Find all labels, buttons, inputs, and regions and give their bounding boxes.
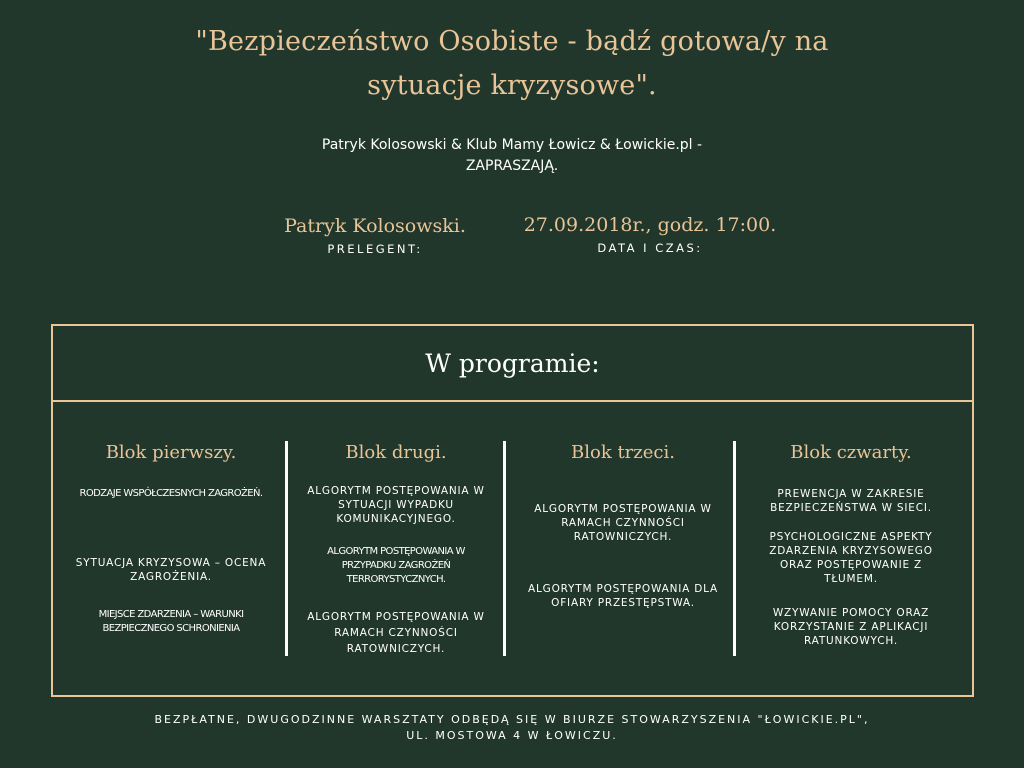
program-block-3	[528, 441, 718, 661]
datetime-info	[520, 212, 780, 255]
program-box	[51, 324, 974, 697]
block-title: Blok drugi.	[345, 442, 447, 463]
organizers-line	[262, 135, 762, 177]
program-block-1	[70, 441, 272, 661]
block-item: MIEJSCE ZDARZENIA – WARUNKI BEZPIECZNEGO SCHRONIENIA	[98, 609, 244, 634]
title-line-1: "Bezpieczeństwo Osobiste - bądź gotowa/y na	[195, 26, 829, 57]
program-block-4	[756, 441, 946, 661]
block-item: SYTUACJA KRYZYSOWA – OCENA ZAGROŻENIA.	[75, 557, 267, 583]
footer-line-1: BEZPŁATNE, DWUGODZINNE WARSZTATY ODBĘDĄ SIĘ W BIURZE STOWARZYSZENIA "ŁOWICKIE.PL",	[154, 713, 870, 726]
speaker-name: Patryk Kolosowski.	[284, 215, 466, 237]
footer-note	[70, 712, 954, 744]
datetime-value: 27.09.2018r., godz. 17:00.	[523, 214, 777, 236]
block-title: Blok trzeci.	[571, 442, 675, 463]
block-item: ALGORYTM POSTĘPOWANIA W SYTUACJI WYPADKU KOMUNIKACYJNEGO.	[307, 485, 485, 525]
column-divider	[733, 441, 736, 656]
block-title: Blok pierwszy.	[105, 442, 237, 463]
datetime-label: DATA I CZAS:	[597, 241, 703, 255]
block-item: ALGORYTM POSTĘPOWANIA W PRZYPADKU ZAGROŻEŃ TERRORYSTYCZNYCH.	[327, 546, 465, 585]
column-divider	[503, 441, 506, 656]
block-title: Blok czwarty.	[790, 442, 912, 463]
block-item: PREWENCJA W ZAKRESIE BEZPIECZEŃSTWA W SIECI.	[770, 488, 932, 514]
subtitle-line-1: Patryk Kolosowski & Klub Mamy Łowicz & Łowickie.pl -	[321, 137, 703, 153]
program-block-2	[304, 441, 488, 661]
block-item: ALGORYTM POSTĘPOWANIA W RAMACH CZYNNOŚCI RATOWNICZYCH.	[534, 503, 712, 543]
block-item: WZYWANIE POMOCY ORAZ KORZYSTANIE Z APLIKACJI RATUNKOWYCH.	[772, 607, 930, 647]
speaker-label: PRELEGENT:	[327, 242, 423, 256]
column-divider	[285, 441, 288, 656]
block-item: ALGORYTM POSTĘPOWANIA DLA OFIARY PRZESTĘPSTWA.	[528, 583, 719, 609]
program-heading: W programie:	[53, 326, 972, 402]
speaker-info	[270, 213, 480, 256]
subtitle-line-2: ZAPRASZAJĄ.	[465, 158, 559, 174]
block-item: RODZAJE WSPÓŁCZESNYCH ZAGROŻEŃ.	[79, 488, 263, 499]
footer-line-2: UL. MOSTOWA 4 W ŁOWICZU.	[406, 729, 618, 742]
poster-title	[170, 20, 854, 108]
title-line-2: sytuacje kryzysowe".	[367, 70, 657, 101]
block-item: ALGORYTM POSTĘPOWANIA W RAMACH CZYNNOŚCI RATOWNICZYCH.	[307, 611, 485, 655]
block-item: PSYCHOLOGICZNE ASPEKTY ZDARZENIA KRYZYSOWEGO ORAZ POSTĘPOWANIE Z TŁUMEM.	[769, 531, 933, 585]
